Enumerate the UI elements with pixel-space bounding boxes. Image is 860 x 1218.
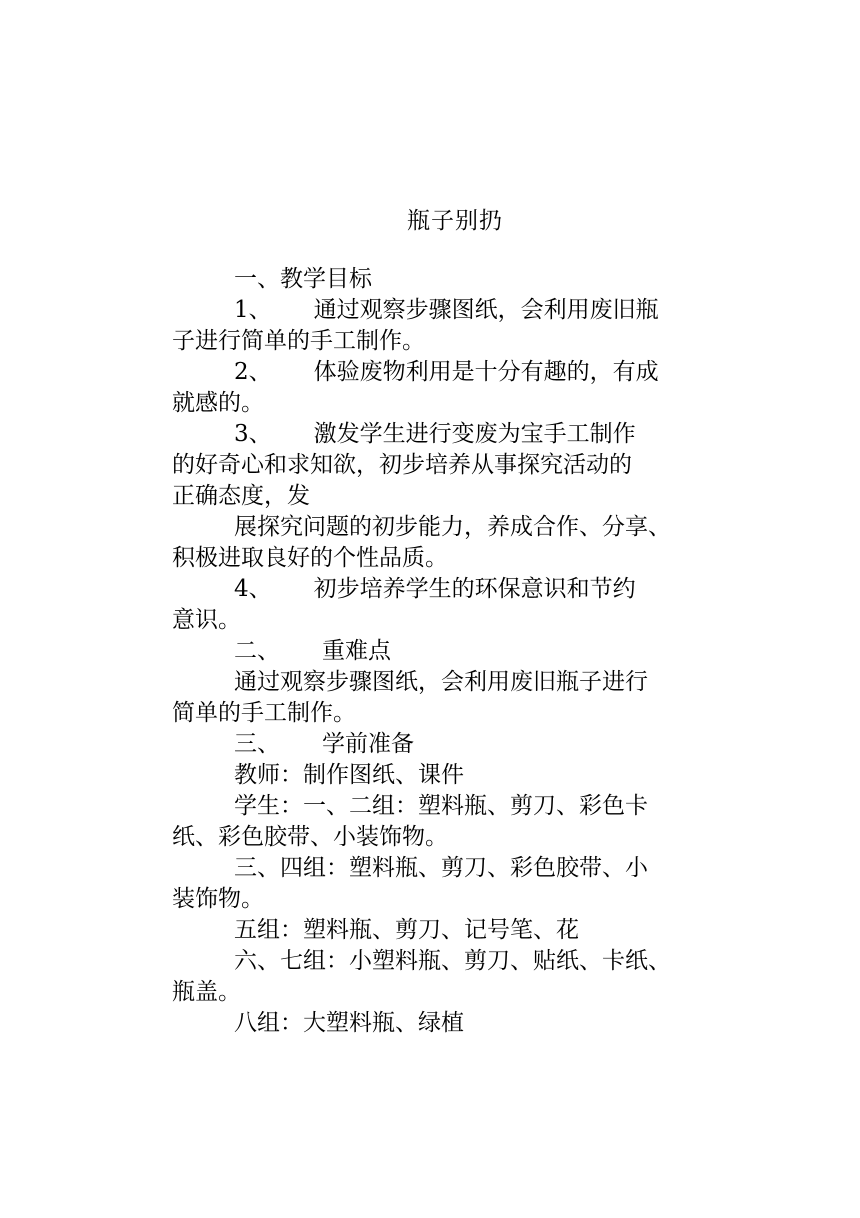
- group-8-materials: 八组：大塑料瓶、绿植: [234, 1010, 464, 1036]
- objective-4-text: 初步培养学生的环保意识和节约: [313, 576, 636, 602]
- document-title: 瓶子别扔: [407, 208, 503, 234]
- objective-1-text: 通过观察步骤图纸，会利用废旧瓶: [313, 297, 659, 323]
- objective-4-line-1: [172, 574, 678, 605]
- key-points-title: 重难点: [322, 638, 391, 664]
- objective-4-number: 4、: [234, 576, 272, 602]
- group-6-7-line-1: 六、七组：小塑料瓶、剪刀、贴纸、卡纸、: [234, 948, 671, 974]
- teacher-materials: 教师：制作图纸、课件: [234, 762, 464, 788]
- preparation-heading: [172, 729, 678, 760]
- objective-3-line-1: [172, 419, 678, 450]
- group-6-7-line-2: 瓶盖。: [172, 979, 241, 1005]
- student-materials-line-2: 纸、彩色胶带、小装饰物。: [172, 824, 448, 850]
- objective-1-number: 1、: [234, 297, 272, 323]
- group-3-4-line-1: 三、四组：塑料瓶、剪刀、彩色胶带、小: [234, 855, 648, 881]
- key-points-number: 二、: [234, 638, 280, 664]
- objective-3-text: 激发学生进行变废为宝手工制作: [313, 421, 636, 447]
- group-3-4-line-2: 装饰物。: [172, 886, 264, 912]
- objective-3-line-3: 正确态度，发: [172, 483, 310, 509]
- key-points-line-2: 简单的手工制作。: [172, 700, 356, 726]
- objectives-heading: 一、教学目标: [234, 266, 372, 292]
- objective-3-number: 3、: [234, 421, 272, 447]
- group-5-materials: 五组：塑料瓶、剪刀、记号笔、花: [234, 917, 579, 943]
- student-materials-line-1: 学生：一、二组：塑料瓶、剪刀、彩色卡: [234, 793, 648, 819]
- key-points-line-1: 通过观察步骤图纸，会利用废旧瓶子进行: [234, 669, 648, 695]
- objective-3-line-2: 的好奇心和求知欲，初步培养从事探究活动的: [172, 452, 632, 478]
- document-body: [172, 264, 678, 1039]
- preparation-title: 学前准备: [322, 731, 414, 757]
- objective-3-line-5: 积极进取良好的个性品质。: [172, 545, 448, 571]
- objective-2-number: 2、: [234, 359, 272, 385]
- objective-1-line-1: [172, 295, 678, 326]
- key-points-heading: [172, 636, 678, 667]
- objective-3-line-4: 展探究问题的初步能力，养成合作、分享、: [234, 514, 671, 540]
- objective-4-line-2: 意识。: [172, 607, 241, 633]
- preparation-number: 三、: [234, 731, 280, 757]
- objective-1-line-2: 子进行简单的手工制作。: [172, 328, 425, 354]
- objective-2-text: 体验废物利用是十分有趣的，有成: [313, 359, 659, 385]
- objective-2-line-2: 就感的。: [172, 390, 264, 416]
- objective-2-line-1: [172, 357, 678, 388]
